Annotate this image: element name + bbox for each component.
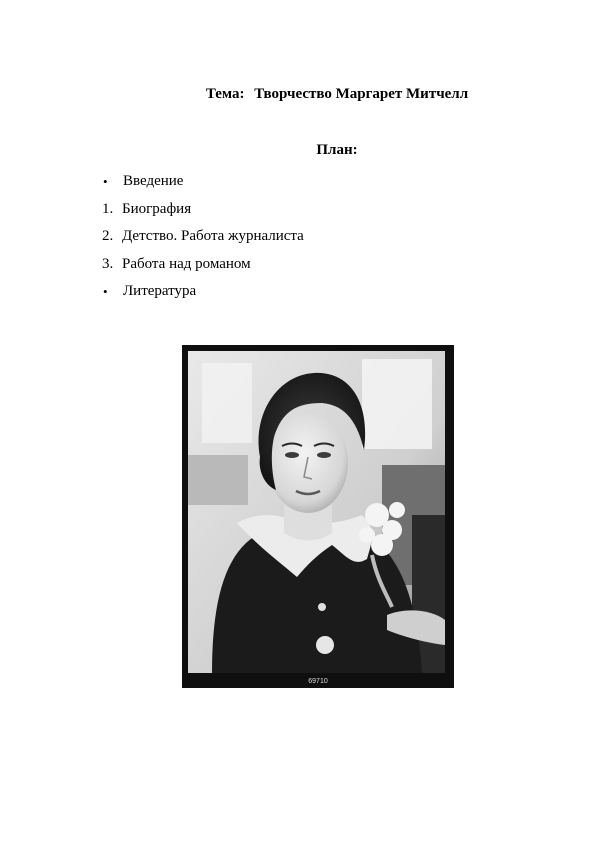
topic-label: Тема: bbox=[205, 86, 245, 102]
list-number: 1. bbox=[102, 200, 114, 217]
plan-item-text: Работа над романом bbox=[122, 255, 251, 272]
plan-heading: План: bbox=[316, 142, 358, 158]
portrait-illustration bbox=[182, 345, 454, 688]
list-number: 2. bbox=[102, 228, 114, 245]
portrait-photo bbox=[182, 345, 454, 688]
plan-item-literature bbox=[102, 278, 304, 306]
bullet-icon: • bbox=[103, 173, 108, 189]
plan-item-text: Детство. Работа журналиста bbox=[122, 228, 304, 245]
plan-item-biography bbox=[102, 196, 304, 224]
bullet-icon: • bbox=[103, 283, 108, 299]
list-number: 3. bbox=[102, 255, 114, 272]
plan-item-text: Введение bbox=[123, 173, 184, 190]
plan-list bbox=[102, 168, 304, 306]
plan-item-intro bbox=[102, 168, 304, 196]
topic-line bbox=[0, 86, 596, 103]
plan-item-childhood bbox=[102, 223, 304, 251]
face bbox=[268, 413, 348, 513]
plan-item-novel bbox=[102, 251, 304, 279]
plan-item-text: Биография bbox=[122, 200, 192, 217]
plan-item-text: Литература bbox=[123, 283, 197, 300]
topic-title: Творчество Маргарет Митчелл bbox=[254, 86, 469, 102]
photo-caption-code: 69710 bbox=[308, 678, 328, 685]
